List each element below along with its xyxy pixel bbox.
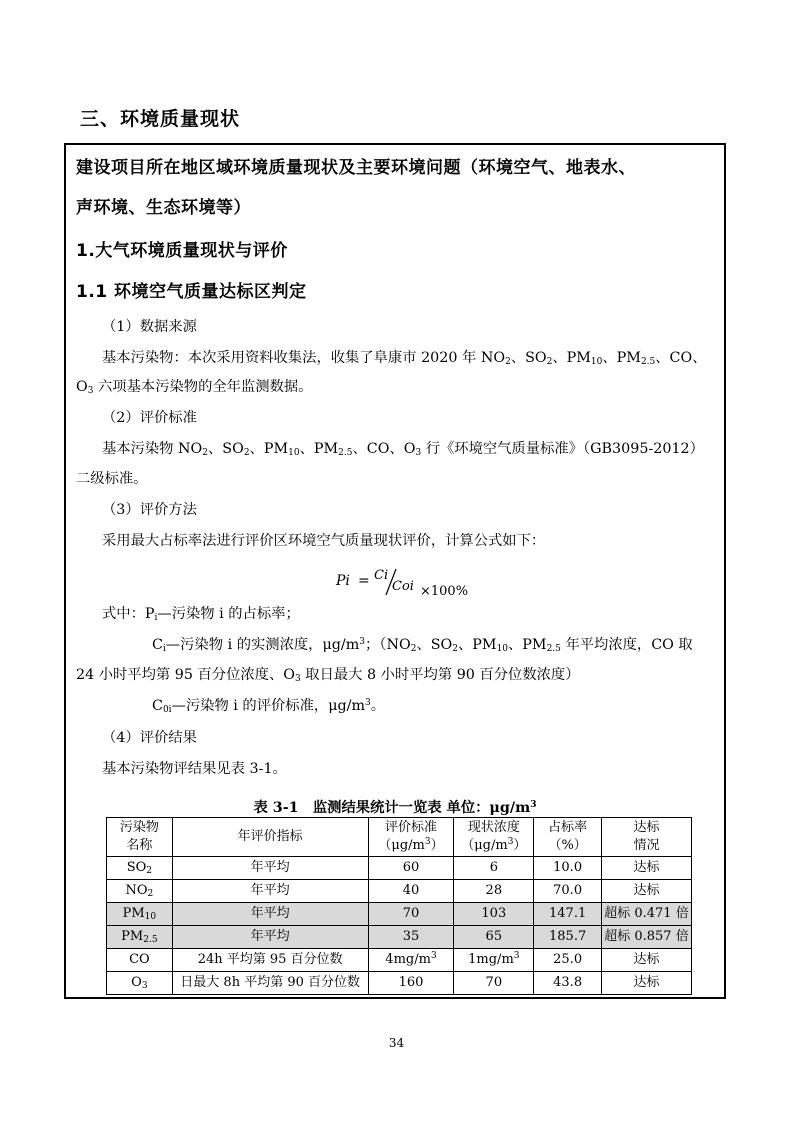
header-pollutant: 污染物 名称 [107,818,173,857]
table-row: $PM_{2.5}$ 年平均 35 65 185.7 超标 0.857 倍 [107,926,692,949]
paragraph-standard-line1: 基本污染物 $NO_2$、$SO_2$、$PM_{10}$、$PM_{2.5}$、CO、$O_3$ 行《环境空气质量标准》（GB3095-2012） [102,441,704,458]
table-header-row [107,818,692,857]
definition-ci-line1: $C_i—$污染物 i 的实测浓度，$\mu g/m^3$；（$NO_2$、$SO_2$、$PM_{10}$、$PM_{2.5}$ 年平均浓度，CO 取 [152,637,693,654]
formula-multiplier: ×100% [420,584,469,599]
box-heading-line1: 建设项目所在地区域环境质量现状及主要环境问题（环境空气、地表水、 [76,158,636,178]
header-indicator: 年评价指标 [172,818,368,857]
table-row: $SO_2$ 年平均 60 6 10.0 达标 [107,857,692,880]
page-number: 34 [388,1036,405,1050]
definition-ci-line2: 24 小时平均第 95 百分位浓度、$O_3$ 取日最大 8 小时平均第 90 百分位数浓度） [76,667,580,684]
formula-denominator: Coi [392,579,414,594]
definition-pi: 式中：$P_i—$污染物 i 的占标率； [102,606,300,623]
item-evaluation-method: （3）评价方法 [102,502,197,518]
ratio-formula [334,565,484,601]
paragraph-standard-line2: 二级标准。 [76,471,148,487]
formula-lhs: Pi [336,573,350,589]
formula-numerator: Ci [374,568,389,583]
heading-attainment: 1.1 环境空气质量达标区判定 [76,282,307,302]
item-evaluation-standard: （2）评价标准 [102,410,197,426]
table-caption: 表 3-1 监测结果统计一览表 单位：$\mu g/m^3$ [253,800,537,816]
header-current: 现状浓度 $(\mu g/m^3)$ [454,818,534,857]
table-row: $NO_2$ 年平均 40 28 70.0 达标 [107,880,692,903]
header-ratio: 占标率 （%） [534,818,602,857]
paragraph-method: 采用最大占标率法进行评价区环境空气质量现状评价，计算公式如下： [102,533,546,549]
item-evaluation-result: （4）评价结果 [102,730,197,746]
definition-c0i: $C_{0i}—$污染物 i 的评价标准，$\mu g/m^3$。 [152,698,386,715]
table-row: $O_3$ 日最大 8h 平均第 90 百分位数 160 70 43.8 达标 [107,972,692,995]
header-status: 达标 情况 [601,818,691,857]
formula-equals: = [358,573,370,589]
content-box [64,143,726,999]
box-heading-line2: 声环境、生态环境等） [76,198,251,218]
paragraph-data-source-line1: 基本污染物：本次采用资料收集法，收集了阜康市 2020 年 $NO_2$、$SO_2$、$PM_{10}$、$PM_{2.5}$、CO、 [102,350,707,367]
paragraph-result: 基本污染物评结果见表 3-1。 [102,761,287,777]
monitoring-results-table [106,817,692,995]
header-standard: 评价标准 $(\mu g/m^3)$ [368,818,454,857]
table-row: $PM_{10}$ 年平均 70 103 147.1 超标 0.471 倍 [107,903,692,926]
section-title: 三、环境质量现状 [80,108,241,130]
heading-air-quality: 1.大气环境质量现状与评价 [76,241,288,261]
table-row: CO 24h 平均第 95 百分位数 $4mg/m^3$ $1mg/m^3$ 25.0 达标 [107,949,692,972]
paragraph-data-source-line2: $O_3$ 六项基本污染物的全年监测数据。 [76,379,313,396]
item-data-source: （1）数据来源 [102,319,197,335]
